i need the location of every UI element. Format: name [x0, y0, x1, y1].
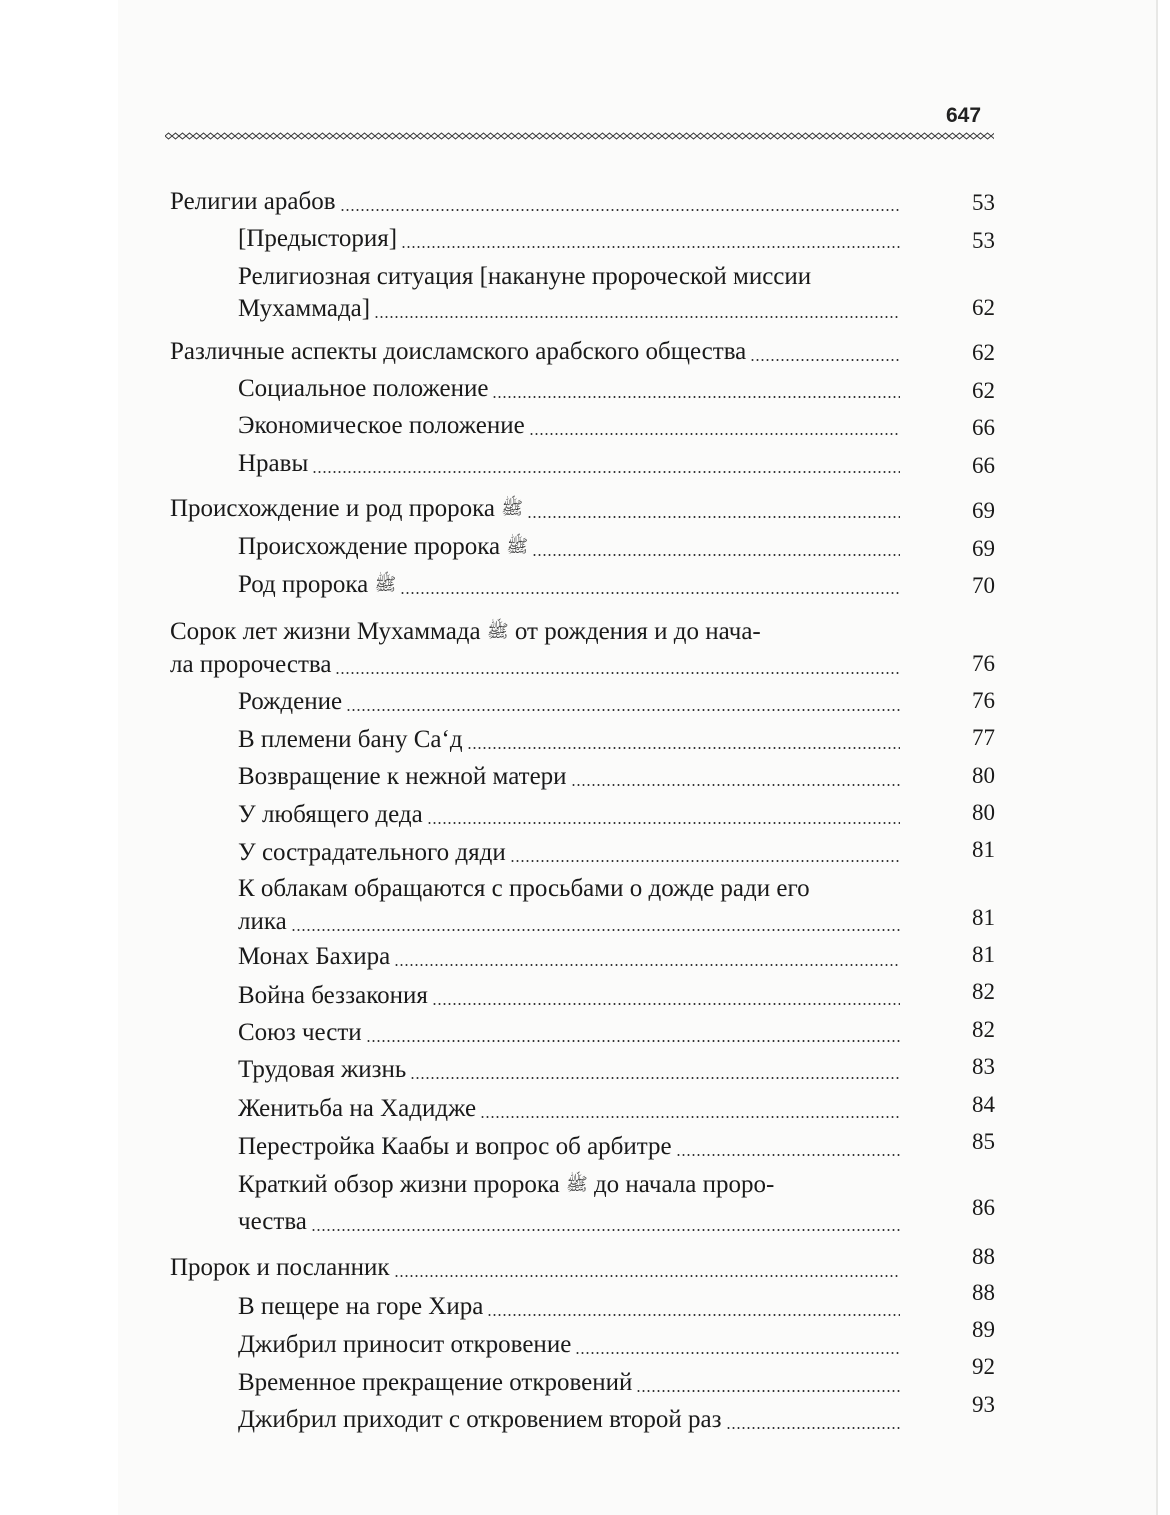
toc-page-number: 80: [972, 800, 995, 825]
dot-leader: [510, 860, 900, 862]
toc-entry-title: Краткий обзор жизни пророка ﷺ до начала проро-: [238, 1171, 775, 1198]
dot-leader: [432, 1003, 900, 1005]
dot-leader: [636, 1390, 900, 1392]
toc-page-number: 81: [972, 905, 995, 930]
dot-leader: [394, 964, 900, 966]
toc-entry-line: [238, 981, 430, 1011]
honorific-mark-icon: ﷺ: [486, 621, 509, 642]
toc-entry-title: Монах Бахира: [238, 943, 391, 970]
toc-entry-title: Пророк и посланник: [170, 1254, 390, 1281]
toc-page-number: 69: [972, 498, 995, 523]
toc-page-number: 76: [972, 651, 995, 676]
dot-leader: [676, 1154, 900, 1156]
dot-leader: [487, 1314, 900, 1316]
honorific-mark-icon: ﷺ: [374, 574, 397, 595]
toc-entry-title: Союз чести: [238, 1019, 362, 1046]
toc-entry-line: [238, 1207, 309, 1237]
toc-entry-title: Нравы: [238, 450, 309, 477]
toc-entry-line: [238, 942, 392, 972]
toc-entry-line: [238, 1094, 478, 1124]
dot-leader: [340, 209, 900, 211]
toc-entry-line: [238, 1132, 674, 1162]
toc-entry-line: [238, 224, 399, 254]
toc-entry-title: лика: [238, 908, 287, 935]
dot-leader: [480, 1116, 900, 1118]
dot-leader: [311, 1229, 900, 1231]
dot-leader: [374, 316, 900, 318]
toc-entry-title: Перестройка Каабы и вопрос об арбитре: [238, 1133, 672, 1160]
toc-entry-title: Мухаммада]: [238, 295, 371, 322]
toc-entry-line: [238, 725, 465, 755]
dot-leader: [346, 709, 900, 711]
toc-page-number: 83: [972, 1054, 995, 1079]
page-number: 647: [946, 104, 982, 127]
toc-entry-title: Возвращение к нежной матери: [238, 763, 567, 790]
toc-entry-title: Сорок лет жизни Мухаммада ﷺ от рождения и до нача-: [170, 618, 761, 645]
toc-entry-line: [238, 838, 508, 868]
toc-entry-line: [238, 532, 530, 562]
toc-entry-title: Экономическое положение: [238, 412, 525, 439]
toc-entry-title: Происхождение и род пророка ﷺ: [170, 495, 523, 522]
toc-page-number: 81: [972, 837, 995, 862]
toc-entry-title: В племени бану Са‘д: [238, 726, 463, 753]
toc-page-number: 92: [972, 1354, 995, 1379]
toc-entry-title: Война беззакония: [238, 982, 428, 1009]
toc-entry-line: [238, 1292, 485, 1322]
toc-entry-title: У сострадательного дяди: [238, 839, 506, 866]
toc-entry-line: [170, 650, 333, 680]
dot-leader: [726, 1427, 900, 1429]
toc-page-number: 76: [972, 688, 995, 713]
toc-page-number: 82: [972, 979, 995, 1004]
dot-leader: [400, 592, 900, 594]
toc-entry-line: [238, 1368, 634, 1398]
toc-entry-line: [238, 570, 398, 600]
toc-entry-line: [170, 494, 525, 524]
toc-entry-title: [Предыстория]: [238, 225, 398, 252]
toc-entry-title: Происхождение пророка ﷺ: [238, 533, 529, 560]
toc-entry-title: Временное прекращение откровений: [238, 1369, 633, 1396]
toc-entry-title: Рождение: [238, 688, 343, 715]
toc-entry-line: [238, 1170, 776, 1200]
toc-page-number: 66: [972, 453, 995, 478]
toc-page-number: 53: [972, 190, 995, 215]
toc-page-number: 82: [972, 1017, 995, 1042]
toc-page-number: 69: [972, 536, 995, 561]
toc-entry-line: [238, 1330, 573, 1360]
dot-leader: [750, 359, 900, 361]
toc-entry-line: [238, 874, 812, 904]
toc-entry-line: [238, 374, 490, 404]
dot-leader: [467, 747, 900, 749]
toc-page-number: 88: [972, 1280, 995, 1305]
toc-entry-title: У любящего деда: [238, 801, 423, 828]
toc-page-number: 66: [972, 415, 995, 440]
honorific-mark-icon: ﷺ: [506, 536, 529, 557]
toc-page-number: 85: [972, 1129, 995, 1154]
toc-entry-line: [238, 449, 310, 479]
dot-leader: [527, 516, 900, 518]
toc-entry-line: [170, 337, 748, 367]
toc-entry-title: чества: [238, 1208, 307, 1235]
dot-leader: [410, 1077, 900, 1079]
toc-page-number: 93: [972, 1392, 995, 1417]
dot-leader: [575, 1352, 900, 1354]
dot-leader: [366, 1040, 900, 1042]
toc-entry-line: [238, 907, 289, 937]
toc-entry-line: [238, 800, 425, 830]
toc-entry-line: [170, 187, 338, 217]
toc-entry-title: Джибрил приносит откровение: [238, 1331, 572, 1358]
toc-page-number: 62: [972, 378, 995, 403]
dot-leader: [532, 554, 900, 556]
dot-leader: [571, 784, 900, 786]
dot-leader: [335, 672, 900, 674]
toc-page-number: 89: [972, 1317, 995, 1342]
toc-entry-line: [238, 1018, 364, 1048]
toc-entry-line: [238, 411, 527, 441]
toc-entry-title: Религиозная ситуация [накануне пророческой миссии: [238, 263, 812, 290]
toc-entry-title: Социальное положение: [238, 375, 489, 402]
toc-entry-title: ла пророчества: [170, 651, 332, 678]
toc-page-number: 88: [972, 1244, 995, 1269]
toc-entry-title: Трудовая жизнь: [238, 1056, 407, 1083]
toc-entry-line: [238, 294, 372, 324]
toc-entry-title: Религии арабов: [170, 188, 336, 215]
toc-page-number: 77: [972, 725, 995, 750]
toc-entry-line: [170, 1253, 392, 1283]
toc-page-number: 86: [972, 1195, 995, 1220]
toc-entry-line: [170, 617, 763, 647]
toc-entry-title: К облакам обращаются с просьбами о дожде ради его: [238, 875, 810, 902]
toc-entry-title: Род пророка ﷺ: [238, 571, 397, 598]
toc-page-number: 70: [972, 573, 995, 598]
toc-entry-line: [238, 1405, 724, 1435]
dot-leader: [291, 929, 900, 931]
toc-entry-line: [238, 262, 813, 292]
dot-leader: [529, 433, 900, 435]
dot-leader: [401, 246, 900, 248]
dot-leader: [427, 822, 900, 824]
toc-page-number: 80: [972, 763, 995, 788]
toc-entry-title: Джибрил приходит с откровением второй раз: [238, 1406, 722, 1433]
toc-page-number: 81: [972, 942, 995, 967]
toc-entry-title: Женитьба на Хадидже: [238, 1095, 477, 1122]
honorific-mark-icon: ﷺ: [565, 1174, 588, 1195]
dot-leader: [312, 471, 900, 473]
toc-entry-title: Различные аспекты доисламского арабского общества: [170, 338, 747, 365]
dot-leader: [394, 1275, 900, 1277]
toc-page-number: 84: [972, 1092, 995, 1117]
toc-entry-title: В пещере на горе Хира: [238, 1293, 484, 1320]
toc-page-number: 62: [972, 295, 995, 320]
toc-entry-line: [238, 687, 344, 717]
toc-page-number: 62: [972, 340, 995, 365]
toc-entry-line: [238, 762, 569, 792]
toc-entry-line: [238, 1055, 408, 1085]
toc-page-number: 53: [972, 228, 995, 253]
honorific-mark-icon: ﷺ: [501, 498, 523, 519]
dot-leader: [492, 396, 900, 398]
